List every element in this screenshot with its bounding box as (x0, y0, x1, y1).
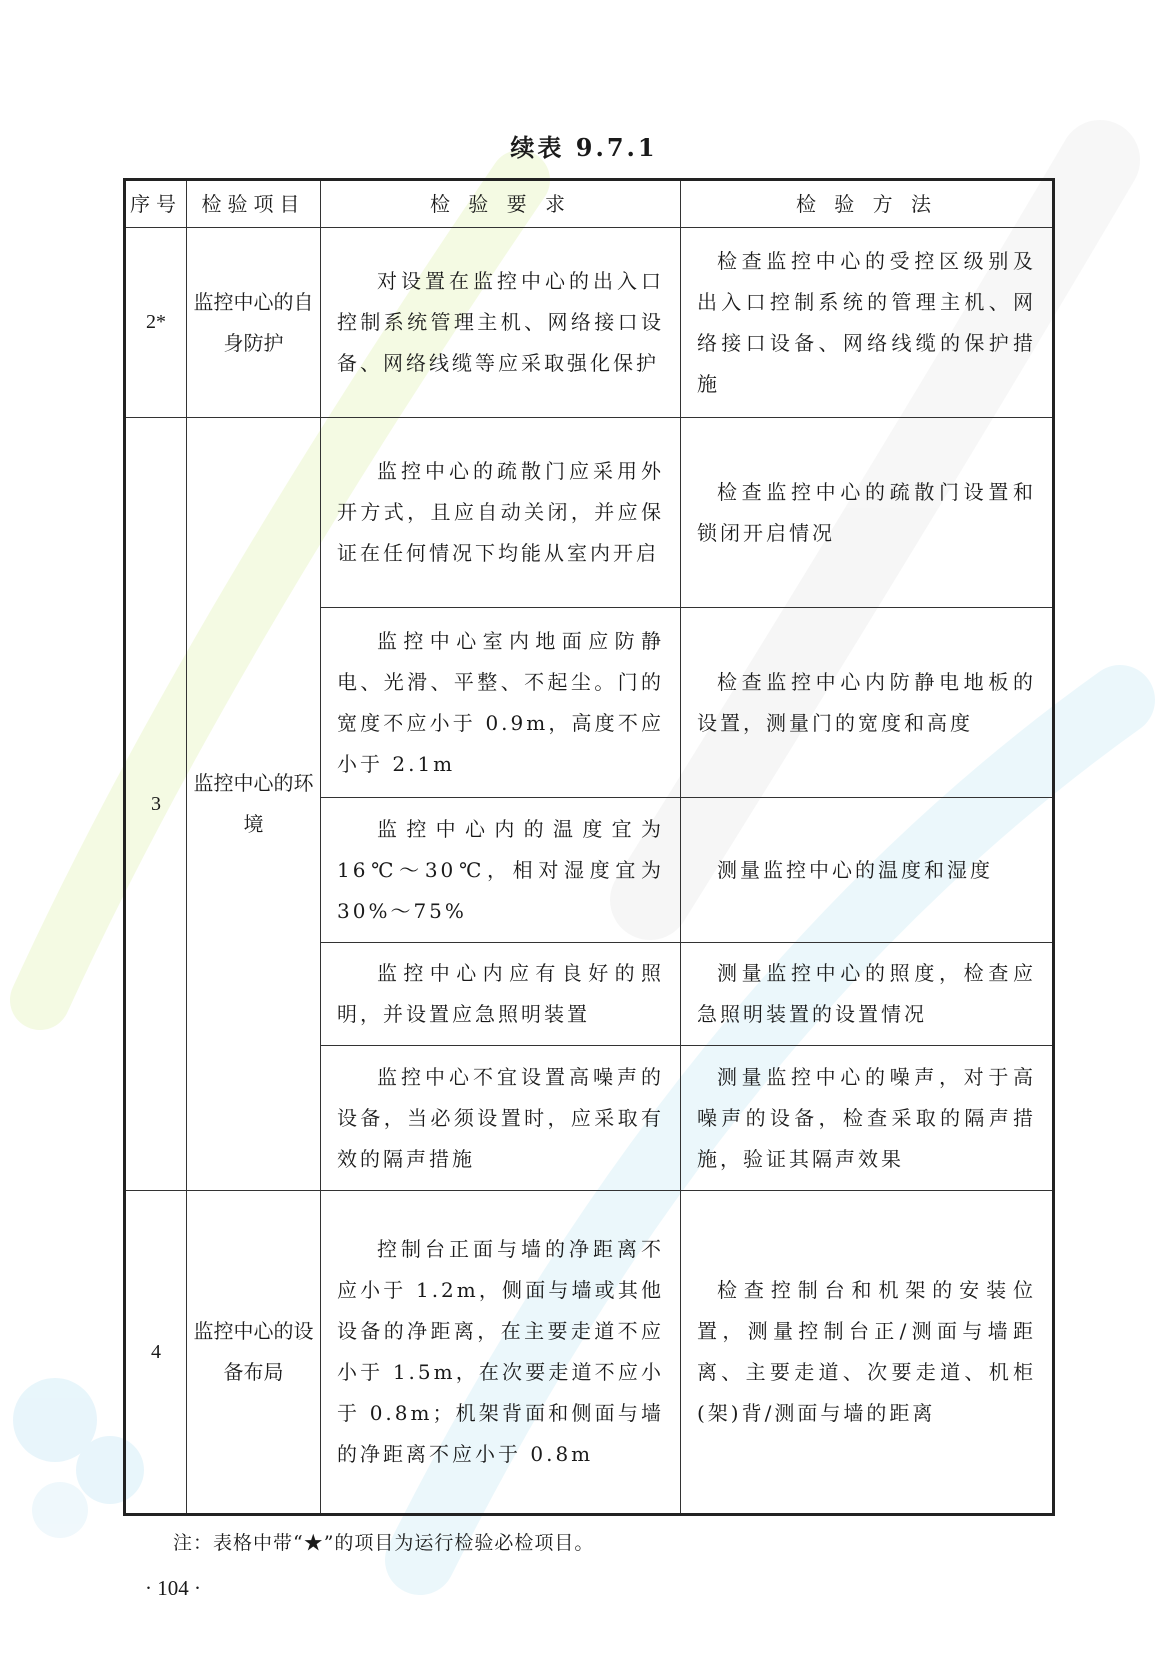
header-requirement: 检 验 要 求 (321, 180, 681, 228)
row-requirement: 监控中心不宜设置高噪声的设备，当必须设置时，应采取有效的隔声措施 (321, 1046, 681, 1191)
table-note: 注：表格中带“★”的项目为运行检验必检项目。 (173, 1532, 595, 1554)
row-requirement: 监控中心的疏散门应采用外开方式，且应自动关闭，并应保证在任何情况下均能从室内开启 (321, 418, 681, 608)
row-no: 4 (125, 1191, 187, 1515)
row-method: 测量监控中心的噪声，对于高噪声的设备，检查采取的隔声措施，验证其隔声效果 (681, 1046, 1054, 1191)
row-no: 2* (125, 228, 187, 418)
header-item: 检验项目 (187, 180, 321, 228)
page-number: · 104 · (145, 1576, 201, 1600)
row-method: 测量监控中心的温度和湿度 (681, 798, 1054, 943)
row-requirement: 监控中心内应有良好的照明，并设置应急照明装置 (321, 943, 681, 1046)
table-row (125, 228, 1054, 418)
row-method: 测量监控中心的照度，检查应急照明装置的设置情况 (681, 943, 1054, 1046)
row-item: 监控中心的自身防护 (187, 228, 321, 418)
header-row (125, 180, 1054, 228)
row-requirement: 监控中心内的温度宜为 16℃～30℃，相对湿度宜为 30%～75% (321, 798, 681, 943)
row-method: 检查监控中心的疏散门设置和锁闭开启情况 (681, 418, 1054, 608)
row-requirement: 控制台正面与墙的净距离不应小于 1.2m，侧面与墙或其他设备的净距离，在主要走道不应小于 1.5m，在次要走道不应小于 0.8m；机架背面和侧面与墙的净距离不应小于 0.8m (321, 1191, 681, 1515)
row-item: 监控中心的环境 (187, 418, 321, 1191)
row-requirement: 监控中心室内地面应防静电、光滑、平整、不起尘。门的宽度不应小于 0.9m，高度不应小于 2.1m (321, 608, 681, 798)
table-row (125, 418, 1054, 608)
header-no: 序号 (125, 180, 187, 228)
table-row (125, 1191, 1054, 1515)
header-method: 检 验 方 法 (681, 180, 1054, 228)
row-no: 3 (125, 418, 187, 1191)
row-method: 检查控制台和机架的安装位置，测量控制台正/测面与墙距离、主要走道、次要走道、机柜(架)背/测面与墙的距离 (681, 1191, 1054, 1515)
table-title: 续表 9.7.1 (510, 133, 658, 162)
row-method: 检查监控中心内防静电地板的设置，测量门的宽度和高度 (681, 608, 1054, 798)
inspection-table (123, 178, 1055, 1516)
row-method: 检查监控中心的受控区级别及出入口控制系统的管理主机、网络接口设备、网络线缆的保护措施 (681, 228, 1054, 418)
row-requirement: 对设置在监控中心的出入口控制系统管理主机、网络接口设备、网络线缆等应采取强化保护 (321, 228, 681, 418)
row-item: 监控中心的设备布局 (187, 1191, 321, 1515)
